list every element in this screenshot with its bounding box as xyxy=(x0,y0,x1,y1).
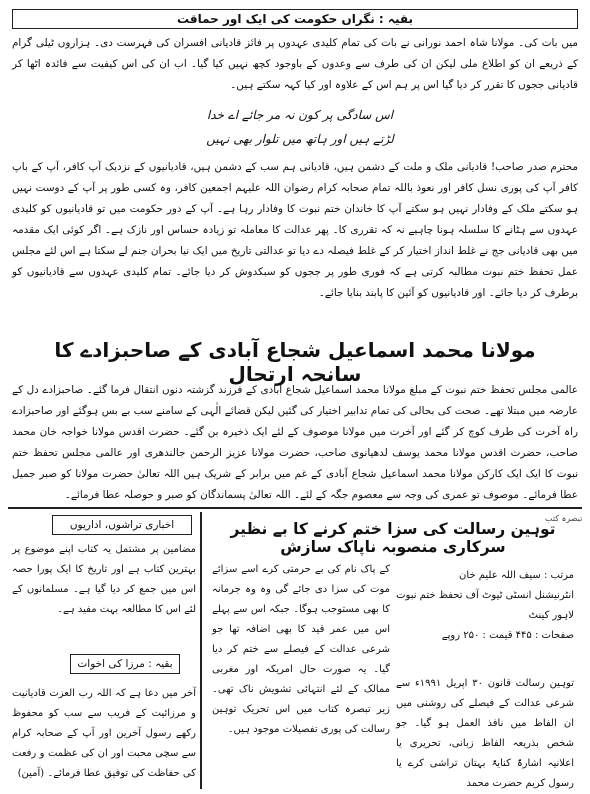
intro-paragraph: میں بات کی۔ مولانا شاہ احمد نورانی نے بات کی تمام کلیدی عہدوں پر فائز قادیانی افسران کی فہرست دی۔ ہزاروں ٹیلی گرام کے ذریعے ان کو اطلاع ملی لیکن ان کی طرف سے وعدوں کے باوجود کچھ نہیں کیا گیا۔ اب ان کی اس کیفیت سے فائدہ اٹھا کر قادیانی ججوں کا تقرر کر دیا گیا اس پر ہم اس کے علاوہ اور کیا کہہ سکتے ہیں۔ xyxy=(12,37,578,91)
obituary-paragraph: عالمی مجلس تحفظ ختم نبوت کے مبلغ مولانا محمد اسماعیل شجاع آبادی کے فرزند گزشتہ دنوں انتقال فرما گئے۔ صاحبزادے دل کے عارضہ میں مبتلا تھے۔ صحت کی بحالی کی تمام تدابیر اختیار کی گئیں لیکن قضائے الٰہی کے سامنے سب بے بس ہوگئے اور صاحبزادے راہ آخرت کی طرف کوچ کر گئے اور آخرت میں مولانا موصوف کے لئے ایک ذخیرہ بن گئے۔ حضرت اقدس مولانا خواجہ خان محمد صاحب، حضرت اقدس مولانا محمد یوسف لدھیانوی صاحب، حضرت مولانا عزیز الرحمن جالندھری اور عالمی مجلس تحفظ ختم نبوت کا ایک ایک کارکن مولانا محمد اسماعیل شجاع آبادی کے غم میں برابر کے شریک ہیں اللہ تعالیٰ حضرت مولانا کو صبر جمیل عطا فرمائے۔ موصوف تو عمری کی وجہ سے معصوم جگہ کے لئے۔ اللہ تعالیٰ پسماندگان کو صبر و حوصلہ عطا فرمائے۔ xyxy=(12,384,578,501)
review-author: مرتب : سیف اللہ علیم خان xyxy=(458,570,574,581)
clippings-tag xyxy=(52,515,192,535)
section-divider xyxy=(8,507,582,509)
review-city: لاہور کینٹ xyxy=(528,610,574,621)
continuation-header xyxy=(12,9,578,29)
couplet-line-1: اس سادگی پر کون نہ مر جائے اے خدا xyxy=(206,108,394,122)
review-meta xyxy=(396,566,574,646)
left-bottom-paragraph: آخر میں دعا ہے کہ اللہ رب العزت قادیانیت و مرزائیت کے فریب سے سب کو محفوظ رکھے رسول آخرین اور آپ کے صحابہ کرام سے سچی محبت اور ان کی عظمت و رفعت کی حفاظت کی توفیق عطا فرمائے۔ (آمین) xyxy=(12,688,196,779)
left-column-tags xyxy=(12,511,196,541)
review-publisher: انٹرنیشنل انسٹی ٹیوٹ آف تحفظ ختم نبوت xyxy=(396,590,574,601)
review-section-tag: تبصرہ کتب xyxy=(545,514,583,523)
continuation-title: بقیہ : نگراں حکومت کی ایک اور حماقت xyxy=(177,12,413,26)
continuation-box-label: بقیہ : مرزا کی اخوات xyxy=(77,658,173,670)
continuation-box-mirza xyxy=(70,654,180,674)
clippings-tag-label: اخباری تراشوں، اداریوں xyxy=(69,519,175,531)
left-top-paragraph: مضامین پر مشتمل یہ کتاب اپنے موضوع پر بہترین کتاب ہے اور تاریخ کا ایک پورا حصہ اس میں جمع کر دیا گیا ہے۔ مسلمانوں کے لئے اس کا مطالعہ بہت مفید ہے۔ xyxy=(12,544,196,615)
review-text-right: توہین رسالت قانون ۳۰ اپریل ۱۹۹۱ء سے شرعی عدالت کے فیصلے کی روشنی میں ان الفاظ میں نافذ العمل ہو گیا۔ جو شخص بذریعہ الفاظ زبانی، تحریری یا اعلانیہ اشارۃً کنایۃً بہتان تراشی کرے یا رسول کریم حضرت محمد xyxy=(396,678,575,789)
review-title: توہین رسالت کی سزا ختم کرنے کا بے نظیر سرکاری منصوبہ ناپاک سازش xyxy=(230,520,556,556)
couplet-line-2: لڑتے ہیں اور ہاتھ میں تلوار بھی نہیں xyxy=(206,132,394,146)
main-body-paragraph: محترم صدر صاحب! قادیانی ملک و ملت کے دشمن ہیں، قادیانی ہم سب کے دشمن ہیں، قادیانیوں کے نزدیک آپ کافر، آپ کے باپ کافر آپ کی پوری نسل کافر اور نعوذ باللہ تمام صحابہ کرام رضوان اللہ علیہم اجمعین کافر، وہ کسی طور پر آپ کے دوست نہیں ہو سکتے ملک کے وفادار نہیں ہو سکتے آپ کا خاندان ختم نبوت کا وفادار رہا ہے۔ آپ کے دور حکومت میں تو قادیانیوں کو کلیدی عہدوں سے ہٹانے کا سلسلہ ہونا چاہیے نہ کہ تقرری کا۔ پھر عدالت کا معاملہ تو زیادہ حساس اور نازک ہے۔ اگر کوئی ایک مقدمہ میں بھی قادیانی جج نے غلط انداز اختیار کر کے غلط فیصلہ دے دیا تو عدالتی تاریخ میں ایک نیا بحران جنم لے سکتا ہے اس لئے مجلس عمل تحفظ ختم نبوت مطالبہ کرتی ہے کہ فوری طور پر ججوں کو سبکدوش کر دیا جائے۔ تمام کلیدی عہدوں سے قادیانیوں کو برطرف کر دیا جائے۔ اور قادیانیوں کو آئین کا پابند بنایا جائے۔ xyxy=(12,161,578,299)
column-separator xyxy=(200,512,202,789)
review-pages-price: صفحات : ۴۴۵ قیمت : ۲۵۰ روپے xyxy=(441,630,574,641)
obituary-heading: مولانا محمد اسماعیل شجاع آبادی کے صاحبزادے کا سانحہ ارتحال xyxy=(54,338,536,386)
review-text-left: کے پاک نام کی بے حرمتی کرے اسے سزائے موت کی سزا دی جائے گی وہ وہ جرمانہ کا بھی مستوجب ہوگا۔ جبکہ اس سے پہلے اس میں عمر قید کا بھی اضافہ تھا جو شرعی عدالت کے فیصلے سے ختم کر دیا گیا۔ یہ صورت حال امریکہ اور مغربی ممالک کے لئے انتہائی تشویش ناک تھی۔ زیر تبصرہ کتاب میں اس تحریک توہین رسالت کی پوری تفصیلات موجود ہیں۔ xyxy=(212,564,390,735)
